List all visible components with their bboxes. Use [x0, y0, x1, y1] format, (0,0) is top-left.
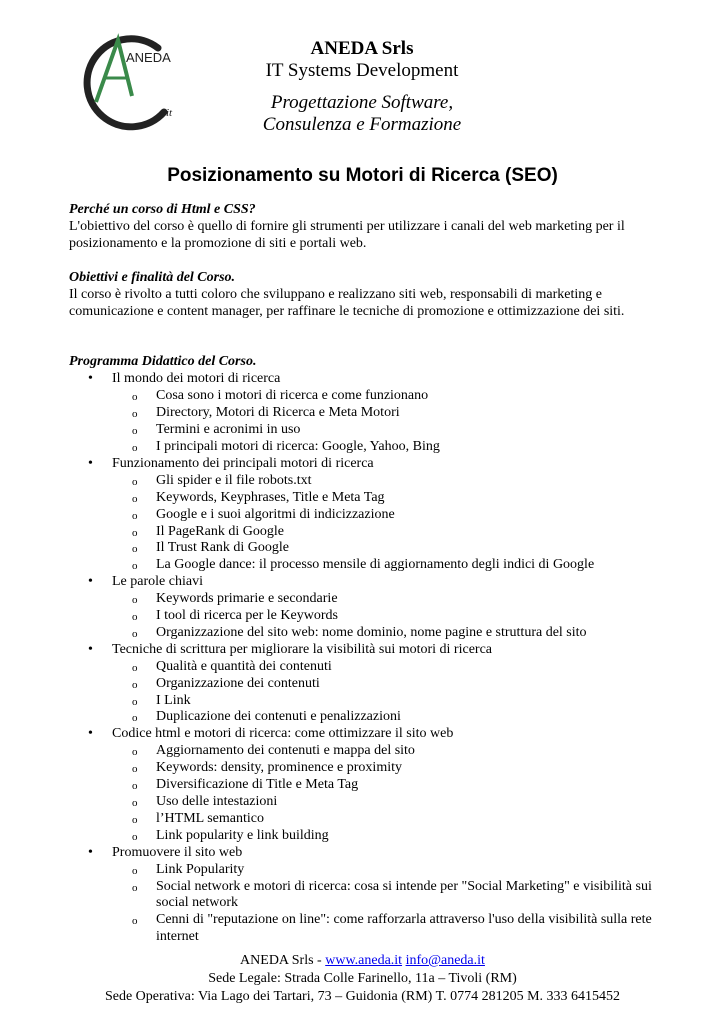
circle-bullet-icon: o — [132, 391, 138, 404]
program-subitem-label: Social network e motori di ricerca: cosa si intende per "Social Marketing" e visibilità sui social network — [156, 878, 652, 911]
program-subitem-label: Gli spider e il file robots.txt — [156, 472, 312, 488]
program-subitem — [69, 676, 669, 693]
footer-operative: Sede Operativa: Via Lago dei Tartari, 73 – Guidonia (RM) T. 0774 281205 M. 333 6415452 — [104, 989, 621, 1004]
circle-bullet-icon: o — [132, 864, 138, 877]
page-title: Posizionamento su Motori di Ricerca (SEO) — [167, 165, 558, 186]
program-item-label: Le parole chiavi — [112, 574, 203, 590]
footer-company: ANEDA Srls - — [240, 953, 322, 968]
program-subitem-label: Keywords: density, prominence e proximity — [156, 760, 402, 776]
program-subitem-label: Link Popularity — [156, 861, 245, 877]
program-subitem — [69, 507, 669, 524]
circle-bullet-icon: o — [132, 475, 138, 488]
program-subitem — [69, 625, 669, 642]
program-sublist — [112, 473, 669, 574]
circle-bullet-icon: o — [132, 695, 138, 708]
program-subitem-label: l’HTML semantico — [156, 810, 264, 826]
program-subitem — [69, 388, 669, 405]
program-item-label: Tecniche di scrittura per migliorare la visibilità sui motori di ricerca — [112, 641, 492, 657]
circle-bullet-icon: o — [132, 780, 138, 793]
program-subitem — [69, 862, 669, 879]
program-sublist — [112, 862, 669, 947]
program-subitem-label: Aggiornamento dei contenuti e mappa del sito — [156, 743, 415, 759]
program-subitem-label: I tool di ricerca per le Keywords — [156, 608, 338, 624]
circle-bullet-icon: o — [132, 611, 138, 624]
program-item-label: Promuovere il sito web — [112, 844, 243, 860]
program-subitem — [69, 743, 669, 760]
circle-bullet-icon: o — [132, 915, 138, 928]
program-subitem-label: Organizzazione dei contenuti — [156, 675, 320, 691]
footer — [0, 952, 725, 1006]
program-subitem-label: Duplicazione dei contenuti e penalizzazioni — [156, 709, 401, 725]
circle-bullet-icon: o — [132, 712, 138, 725]
bullet-icon: • — [88, 641, 93, 657]
program-item — [69, 726, 669, 844]
program-subitem-label: Google e i suoi algoritmi di indicizzazione — [156, 506, 395, 522]
bullet-icon: • — [88, 455, 93, 471]
circle-bullet-icon: o — [132, 543, 138, 556]
program-item — [69, 371, 669, 456]
letterhead — [230, 38, 494, 136]
footer-legal: Sede Legale: Strada Colle Farinello, 11a – Tivoli (RM) — [208, 971, 517, 986]
circle-bullet-icon: o — [132, 509, 138, 522]
program-item — [69, 456, 669, 574]
program-subitem-label: I principali motori di ricerca: Google, Yahoo, Bing — [156, 438, 440, 454]
program-item — [69, 574, 669, 642]
circle-bullet-icon: o — [132, 678, 138, 691]
program-subitem — [69, 912, 669, 946]
program-subitem — [69, 879, 669, 913]
circle-bullet-icon: o — [132, 881, 138, 894]
program-subitem — [69, 405, 669, 422]
circle-bullet-icon: o — [132, 763, 138, 776]
program-item — [69, 642, 669, 727]
program-subitem-label: Link popularity e link building — [156, 827, 329, 843]
section-text-why: L'obiettivo del corso è quello di fornire gli strumenti per utilizzare i canali del web marketing per il posizionamento e la promozione di siti e portali web. — [69, 218, 625, 251]
circle-bullet-icon: o — [132, 441, 138, 454]
program-subitem-label: Cenni di "reputazione on line": come rafforzarla attraverso l'uso della visibilità sulla rete internet — [156, 912, 652, 945]
program-subitem-label: Uso delle intestazioni — [156, 794, 278, 809]
circle-bullet-icon: o — [132, 594, 138, 607]
bullet-icon: • — [88, 726, 93, 742]
program-subitem-label: Cosa sono i motori di ricerca e come funzionano — [156, 388, 429, 404]
program-subitem — [69, 659, 669, 676]
website-link[interactable]: www.aneda.it — [325, 953, 403, 968]
company-name: ANEDA Srls — [310, 38, 414, 59]
program-subitem — [69, 422, 669, 439]
document-body — [69, 202, 669, 946]
circle-bullet-icon: o — [132, 797, 138, 809]
program-sublist — [112, 388, 669, 456]
program-subitem-label: Keywords primarie e secondarie — [156, 591, 338, 607]
section-title-goals: Obiettivi e finalità del Corso. — [69, 269, 236, 285]
program-subitem — [69, 608, 669, 625]
logo-sub: it — [166, 107, 173, 119]
circle-bullet-icon: o — [132, 627, 138, 640]
circle-bullet-icon: o — [132, 830, 138, 843]
program-subitem — [69, 828, 669, 845]
circle-bullet-icon: o — [132, 425, 138, 438]
section-text-goals: Il corso è rivolto a tutti coloro che sviluppano e realizzano siti web, responsabili di marketing e comunicazione e content manager, per raffinare le tecniche di promozione e ottimizzazione dei siti. — [69, 286, 625, 319]
program-sublist — [112, 743, 669, 844]
program-subitem — [69, 811, 669, 828]
program-subitem — [69, 760, 669, 777]
circle-bullet-icon: o — [132, 526, 138, 539]
section-title-why: Perché un corso di Html e CSS? — [69, 202, 256, 217]
program-item — [69, 845, 669, 946]
program-subitem — [69, 591, 669, 608]
circle-bullet-icon: o — [132, 813, 138, 826]
program-subitem — [69, 524, 669, 541]
program-subitem-label: Il Trust Rank di Google — [156, 540, 290, 556]
services-line-2: Consulenza e Formazione — [262, 114, 462, 135]
program-sublist — [112, 659, 669, 727]
program-subitem-label: Diversificazione di Title e Meta Tag — [156, 777, 359, 793]
program-subitem-label: Directory, Motori di Ricerca e Meta Motori — [156, 405, 400, 421]
program-subitem-label: Qualità e quantità dei contenuti — [156, 658, 332, 674]
services-line-1: Progettazione Software, — [270, 92, 454, 113]
program-subitem — [69, 490, 669, 507]
bullet-icon: • — [88, 844, 93, 860]
circle-bullet-icon: o — [132, 492, 138, 505]
email-link[interactable]: info@aneda.it — [405, 953, 485, 968]
bullet-icon: • — [88, 371, 93, 387]
program-subitem — [69, 693, 669, 710]
circle-bullet-icon: o — [132, 408, 138, 421]
program-subitem-label: Il PageRank di Google — [156, 523, 284, 539]
program-subitem — [69, 777, 669, 794]
program-item-label: Funzionamento dei principali motori di ricerca — [112, 455, 374, 471]
program-subitem-label: Termini e acronimi in uso — [156, 422, 301, 438]
program-subitem-label: Keywords, Keyphrases, Title e Meta Tag — [156, 489, 385, 505]
program-subitem — [69, 473, 669, 490]
bullet-icon: • — [88, 574, 93, 590]
company-logo — [66, 26, 184, 134]
program-subitem — [69, 439, 669, 456]
footer-contact — [0, 952, 725, 970]
logo-graphic — [66, 26, 184, 134]
logo-text: ANEDA — [126, 50, 171, 65]
program-subitem — [69, 557, 669, 574]
program-item-label: Il mondo dei motori di ricerca — [112, 371, 281, 387]
section-title-program: Programma Didattico del Corso. — [69, 354, 257, 370]
program-subitem — [69, 540, 669, 557]
program-subitem-label: Organizzazione del sito web: nome dominio, nome pagine e struttura del sito — [156, 624, 587, 640]
circle-bullet-icon: o — [132, 746, 138, 759]
program-subitem-label: La Google dance: il processo mensile di aggiornamento degli indici di Google — [156, 557, 595, 573]
program-list — [69, 371, 669, 946]
program-subitem — [69, 709, 669, 726]
company-tagline: IT Systems Development — [265, 60, 459, 81]
circle-bullet-icon: o — [132, 661, 138, 674]
program-sublist — [112, 591, 669, 642]
program-subitem — [69, 794, 669, 811]
circle-bullet-icon: o — [132, 560, 138, 573]
program-subitem-label: I Link — [156, 692, 191, 708]
program-item-label: Codice html e motori di ricerca: come ottimizzare il sito web — [112, 726, 454, 742]
